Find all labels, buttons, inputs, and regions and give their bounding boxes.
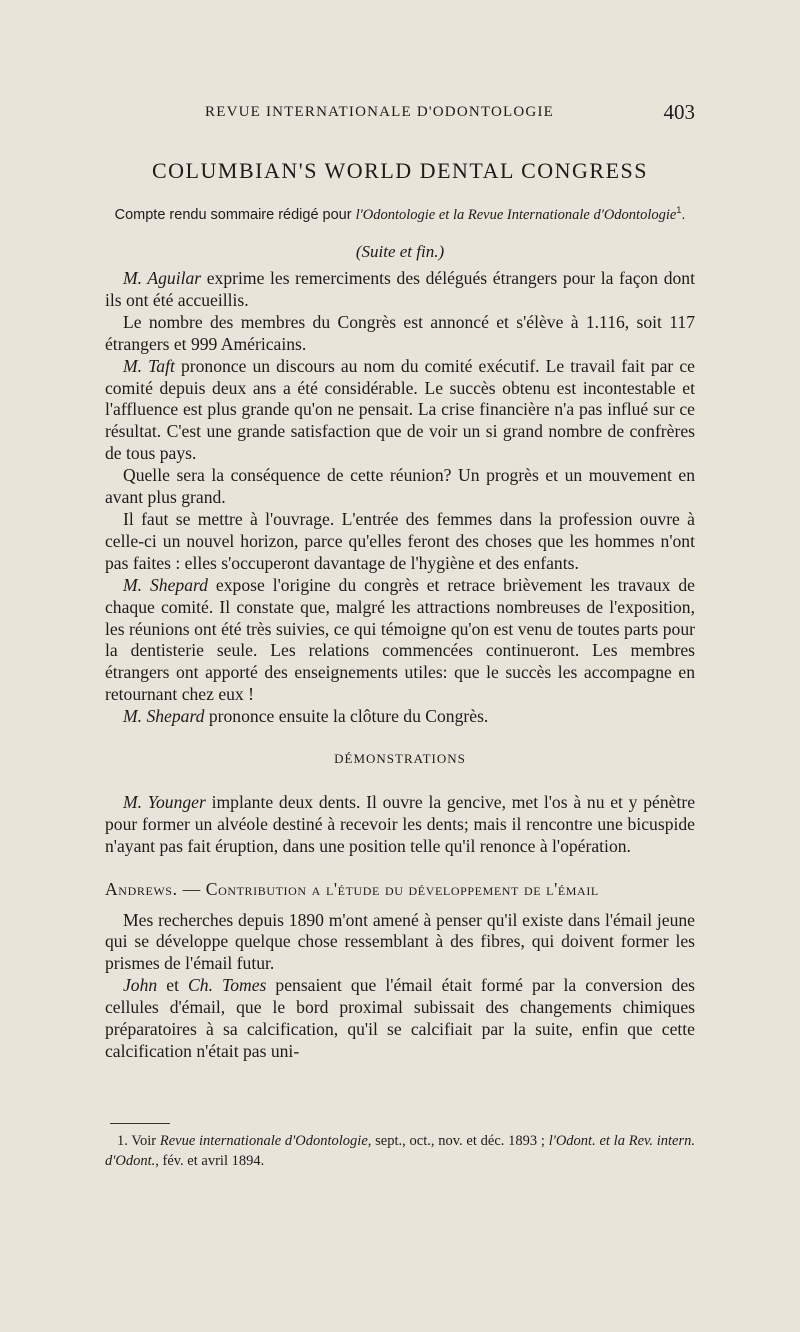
speaker-name: M. Younger [123, 791, 206, 812]
subtitle-end: . [681, 206, 686, 223]
andrews-heading: Andrews. — Contribution a l'étude du développement de l'émail [105, 878, 599, 899]
paragraph [105, 356, 695, 466]
footnote-text: , sept., oct., nov. et déc. 1893 ; [367, 1133, 549, 1149]
running-header [205, 100, 695, 124]
paragraph-text: prononce un discours au nom du comité exécutif. Le travail fait par ce comité depuis deux ans a été considérable. Le succès obtenu est incontestable et l'affluence est plus grande qu'on ne pensait. La crise financière n'a pas influé sur ce résultat. C'est une grande satisfaction que de voir un si grand nombre de confrères de tous pays. [105, 355, 695, 464]
paragraph-text: Il faut se mettre à l'ouvrage. L'entrée des femmes dans la profession ouvre à celle-ci un nouvel horizon, parce qu'elles feront des choses que les hommes n'ont pas faites : elles s'occuperont davantage de l'hygiène et des enfants. [105, 508, 695, 573]
speaker-name: M. Shepard [123, 574, 208, 595]
paragraph [105, 910, 695, 976]
speaker-name: M. Taft [123, 355, 175, 376]
footnote-marker: 1. [117, 1133, 128, 1149]
paragraph-text: prononce ensuite la clôture du Congrès. [204, 706, 489, 727]
paragraph-text: Quelle sera la conséquence de cette réunion? Un progrès et un mouvement en avant plus grand. [105, 465, 695, 508]
subtitle-journal: l'Odontologie et la Revue Internationale d'Odontologie [355, 206, 677, 223]
paragraph-text: Le nombre des membres du Congrès est annoncé et s'élève à 1.116, soit 117 étrangers et 999 Américains. [105, 311, 695, 354]
footnote-journal: Revue internationale d'Odontologie [159, 1133, 368, 1149]
author-name: Ch. Tomes [188, 975, 267, 996]
article-title: COLUMBIAN'S WORLD DENTAL CONGRESS [152, 158, 648, 183]
paragraph [105, 975, 695, 1063]
page-number: 403 [663, 100, 695, 124]
conjunction: et [157, 975, 189, 996]
footnote-journal: l'Odont. et la Rev. intern. d'Odont. [105, 1133, 696, 1169]
paragraph [105, 312, 695, 356]
section-heading: DÉMONSTRATIONS [334, 751, 466, 767]
paragraph-text: implante deux dents. Il ouvre la gencive, met l'os à nu et y pénètre pour former un alvéole destiné à recevoir les dents; mais il rencontre une bicuspide n'ayant pas fait éruption, dans une position telle qu'il renonce à l'opération. [105, 791, 696, 856]
article-subtitle [105, 201, 695, 225]
speaker-name: M. Shepard [123, 706, 205, 727]
paragraph [105, 268, 695, 312]
article-body [105, 268, 695, 1063]
paragraph-text: pensaient que l'émail était formé par la conversion des cellules d'émail, que le bord proximal subissait des changements chimiques préparatoires à sa calcification, qu'il se calcifiait par la suite, enfin que cette calcification n'était pas uni- [105, 975, 696, 1061]
paragraph [105, 706, 695, 728]
paragraph-text: expose l'origine du congrès et retrace brièvement les travaux de chaque comité. Il constate que, malgré les attractions nombreuses de l'exposition, les réunions ont été très suivies, ce qui témoigne qu'on est venu de toutes parts pour la dentisterie seule. Les relations commencées continueront. Les membres étrangers ont apporté des enseignements utiles: que le succès les accompagne en retournant chez eux ! [105, 574, 695, 705]
footnote-ref[interactable]: 1 [676, 205, 682, 215]
continuation-note: (Suite et fin.) [355, 242, 445, 261]
paragraph-text: exprime les remerciments des délégués étrangers pour la façon dont ils ont été accueillis. [105, 268, 695, 310]
paragraph [105, 792, 695, 858]
speaker-name: M. Aguilar [123, 268, 202, 288]
paragraph [105, 465, 695, 509]
running-title: REVUE INTERNATIONALE D'ODONTOLOGIE [205, 104, 555, 120]
footnote [105, 1131, 695, 1171]
subtitle-prefix: Compte rendu sommaire rédigé pour [114, 206, 356, 223]
author-name: John [123, 975, 158, 996]
paragraph [105, 575, 695, 706]
footnote-text: Voir [127, 1133, 160, 1149]
paragraph [105, 509, 695, 575]
paragraph-text: Mes recherches depuis 1890 m'ont amené à penser qu'il existe dans l'émail jeune qui se développe quelque chose ressemblant à des fibres, qui doivent former les prismes de l'émail futur. [105, 909, 695, 974]
footnote-divider [110, 1123, 170, 1124]
footnote-text: , fév. et avril 1894. [155, 1153, 265, 1169]
